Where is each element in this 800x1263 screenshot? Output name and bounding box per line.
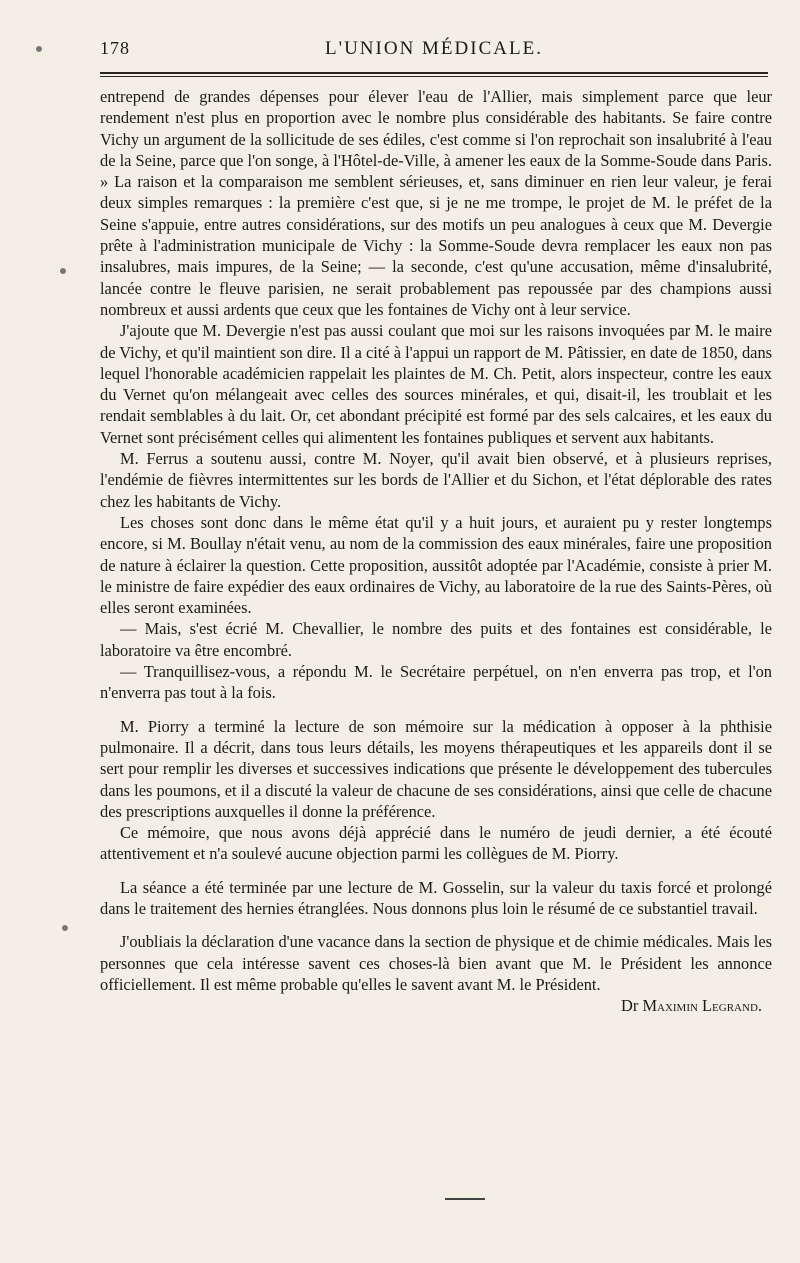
signature-name: Maximin Legrand. — [642, 996, 762, 1016]
signature-prefix: Dr — [621, 996, 639, 1016]
paragraph: Ce mémoire, que nous avons déjà apprécié dans le numéro de jeudi dernier, a été écouté attentivement et n'a soulevé aucune objection parmi les collègues de M. Piorry. — [100, 823, 772, 864]
paragraph: La séance a été terminée par une lecture de M. Gosselin, sur la valeur du taxis forcé et prolongé dans le traitement des hernies étranglées. Nous donnons plus loin le résumé de ce substantiel travail. — [100, 877, 772, 918]
paragraph: — Mais, s'est écrié M. Chevallier, le nombre des puits et des fontaines est considérable, le laboratoire va être encombré. — [100, 619, 772, 660]
page-number: 178 — [100, 38, 130, 58]
paragraph: J'ajoute que M. Devergie n'est pas aussi coulant que moi sur les raisons invoquées par M. le maire de Vichy, et qu'il maintient son dire. Il a cité à l'appui un rapport de M. Pâtissier, en date de 1850, dans lequel l'honorable académicien rappelait les plaintes de M. Ch. Petit, alors inspecteur, contre les eaux du Vernet qu'on mélangeait avec celles des sources minérales, et qui, disait-il, les troublait et les rendait semblables à du lait. Or, cet abondant précipité est formé par des sels calcaires, et les eaux du Vernet sont précisément celles qui alimentent les fontaines publiques et servent aux habitants. — [100, 321, 773, 447]
margin-dot — [60, 268, 66, 274]
paragraph: Les choses sont donc dans le même état qu'il y a huit jours, et auraient pu y rester longtemps encore, si M. Boullay n'était venu, au nom de la commission des eaux minérales, faire une proposition de nature à éclairer la question. Cette proposition, aussitôt adoptée par l'Académie, consiste à prier M. le ministre de faire expédier des eaux ordinaires de Vichy, au laboratoire de la rue des Saints-Pères, où elles seront examinées. — [100, 512, 772, 618]
paragraph: M. Ferrus a soutenu aussi, contre M. Noyer, qu'il avait bien observé, et à plusieurs reprises, l'endémie de fièvres intermittentes sur les bords de l'Allier et du Sichon, et l'état déplorable des rates chez les habitants de Vichy. — [100, 449, 772, 511]
paragraph: — Tranquillisez-vous, a répondu M. le Secrétaire perpétuel, on n'en enverra pas trop, et l'on n'enverra pas tout à la fois. — [100, 662, 772, 703]
paragraph: J'oubliais la déclaration d'une vacance dans la section de physique et de chimie médicales. Mais les personnes que cela intéresse savent ces choses-là bien avant que M. le Président les annonce officiellement. Il est même probable qu'elles le savent avant M. le Président. — [100, 932, 772, 994]
journal-title: L'UNION MÉDICALE. — [325, 38, 543, 59]
header-rule-thin — [100, 76, 768, 77]
header-rule — [100, 72, 768, 74]
section-end-rule — [445, 1198, 485, 1200]
margin-dot — [62, 925, 68, 931]
paragraph: entrepend de grandes dépenses pour élever l'eau de l'Allier, mais simplement parce que leur rendement n'est plus en proportion avec le nombre plus considérable des habitants. Se faire contre Vichy un argument de la sollicitude de ses édiles, c'est comme si l'on reprochait son insalubrité à l'eau de la Seine, parce que l'on songe, à l'Hôtel-de-Ville, à amener les eaux de la Somme-Soude dans Paris. » La raison et la comparaison me semblent sérieuses, et, sans diminuer en rien leur valeur, je ferai deux simples remarques : la première c'est que, si je ne me trompe, le projet de M. le préfet de la Seine s'appuie, entre autres considérations, sur des motifs un peu analogues à ceux que M. Devergie prête à l'administration municipale de Vichy : la Somme-Soude devra remplacer les eaux non pas insalubres, mais impures, de la Seine; — la seconde, c'est qu'une accusation, même d'insalubrité, lancée contre le fleuve parisien, ne serait probablement pas repoussée par des champions aussi nombreux et aussi ardents que ceux que les fontaines de Vichy ont à leur service. — [100, 87, 772, 319]
author-signature — [100, 995, 772, 1016]
paragraph: M. Piorry a terminé la lecture de son mémoire sur la médication à opposer à la phthisie pulmonaire. Il a décrit, dans tous leurs détails, les moyens thérapeutiques et les appareils dont il se sert pour remplir les diverses et successives indications que présente le développement des tubercules dans les poumons, et il a discuté la valeur de chacune de ses considérations, ainsi que celle de chacune des prescriptions auxquelles il donne la préférence. — [100, 716, 772, 821]
page-header — [100, 38, 768, 66]
article-body — [100, 86, 772, 1016]
margin-dot — [36, 46, 42, 52]
